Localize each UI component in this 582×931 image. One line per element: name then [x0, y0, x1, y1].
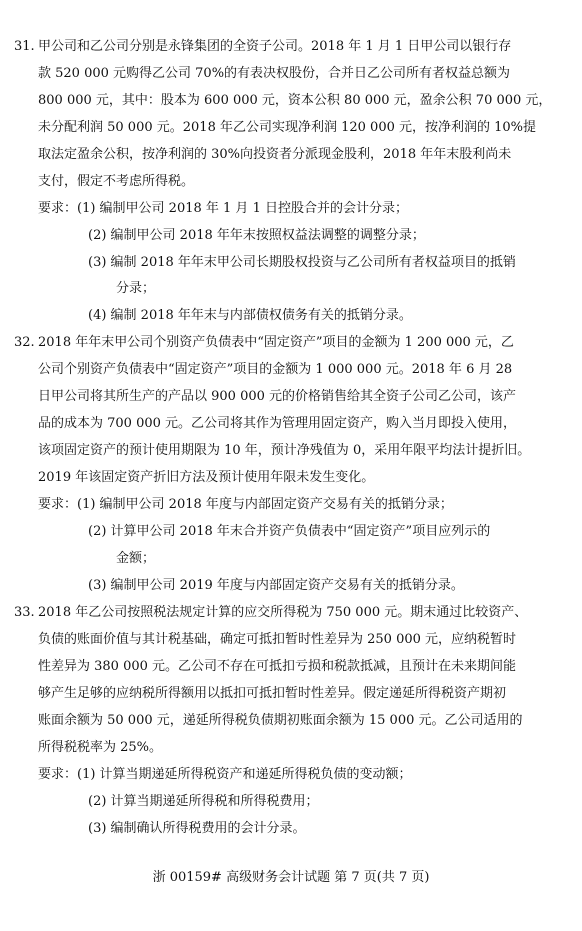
requirement-line: (3) 编制确认所得税费用的会计分录。 — [88, 821, 306, 836]
question-number: 31. — [14, 39, 35, 54]
paragraph-line: 未分配利润 50 000 元。2018 年乙公司实现净利润 120 000 元，按净利润的 10%提 — [38, 120, 537, 135]
paragraph-line: 2018 年乙公司按照税法规定计算的应交所得税为 750 000 元。期末通过比较资产、 — [38, 605, 528, 620]
requirement-line: (2) 编制甲公司 2018 年年末按照权益法调整的调整分录； — [88, 228, 425, 243]
paragraph-line: 公司个别资产负债表中“固定资产”项目的金额为 1 000 000 元。2018 年 6 月 28 — [38, 362, 513, 377]
paragraph-line: 取法定盈余公积，按净利润的 30%向投资者分派现金股利，2018 年年末股利尚未 — [38, 147, 512, 162]
page-footer: 浙 00159# 高级财务会计试题 第 7 页(共 7 页) — [152, 870, 430, 885]
paragraph-line: 款 520 000 元购得乙公司 70%的有表决权股份，合并日乙公司所有者权益总额为 — [38, 66, 511, 81]
question-number: 33. — [14, 605, 35, 620]
requirement-line: (4) 编制 2018 年年末与内部债权债务有关的抵销分录。 — [88, 308, 412, 323]
requirement-line: 要求：(1) 编制甲公司 2018 年 1 月 1 日控股合并的会计分录； — [38, 201, 408, 216]
requirement-line: 金额； — [116, 551, 156, 566]
paragraph-line: 2019 年该固定资产折旧方法及预计使用年限未发生变化。 — [38, 470, 375, 485]
paragraph-line: 甲公司和乙公司分别是永锋集团的全资子公司。2018 年 1 月 1 日甲公司以银行存 — [38, 39, 512, 54]
requirement-line: 要求：(1) 计算当期递延所得税资产和递延所得税负债的变动额； — [38, 767, 412, 782]
paragraph-line: 支付，假定不考虑所得税。 — [38, 174, 195, 189]
requirement-line: (2) 计算甲公司 2018 年末合并资产负债表中“固定资产”项目应列示的 — [88, 524, 491, 539]
requirement-line: (2) 计算当期递延所得税和所得税费用； — [88, 794, 319, 809]
paragraph-line: 日甲公司将其所生产的产品以 900 000 元的价格销售给其全资子公司乙公司，该产 — [38, 389, 517, 404]
paragraph-line: 800 000 元，其中：股本为 600 000 元，资本公积 80 000 元，盈余公积 70 000 元， — [38, 93, 552, 108]
paragraph-line: 够产生足够的应纳税所得额用以抵扣可抵扣暂时性差异。假定递延所得税资产期初 — [38, 686, 507, 701]
requirement-line: (3) 编制 2018 年年末甲公司长期股权投资与乙公司所有者权益项目的抵销 — [88, 255, 516, 270]
paragraph-line: 2018 年年末甲公司个别资产负债表中“固定资产”项目的金额为 1 200 000 元，乙 — [38, 335, 514, 350]
paragraph-line: 负债的账面价值与其计税基础，确定可抵扣暂时性差异为 250 000 元，应纳税暂时 — [38, 632, 517, 647]
question-number: 32. — [14, 335, 35, 350]
paragraph-line: 性差异为 380 000 元。乙公司不存在可抵扣亏损和税款抵减，且预计在未来期间能 — [38, 659, 517, 674]
paragraph-line: 所得税税率为 25%。 — [38, 740, 163, 755]
paragraph-line: 账面余额为 50 000 元，递延所得税负债期初账面余额为 15 000 元。乙公司适用的 — [38, 713, 523, 728]
paragraph-line: 该项固定资产的预计使用期限为 10 年，预计净残值为 0，采用年限平均法计提折旧。 — [38, 443, 531, 458]
requirement-line: 分录； — [116, 281, 156, 296]
requirement-line: (3) 编制甲公司 2019 年度与内部固定资产交易有关的抵销分录。 — [88, 578, 464, 593]
requirement-line: 要求：(1) 编制甲公司 2018 年度与内部固定资产交易有关的抵销分录； — [38, 497, 453, 512]
paragraph-line: 品的成本为 700 000 元。乙公司将其作为管理用固定资产，购入当月即投入使用， — [38, 416, 517, 431]
